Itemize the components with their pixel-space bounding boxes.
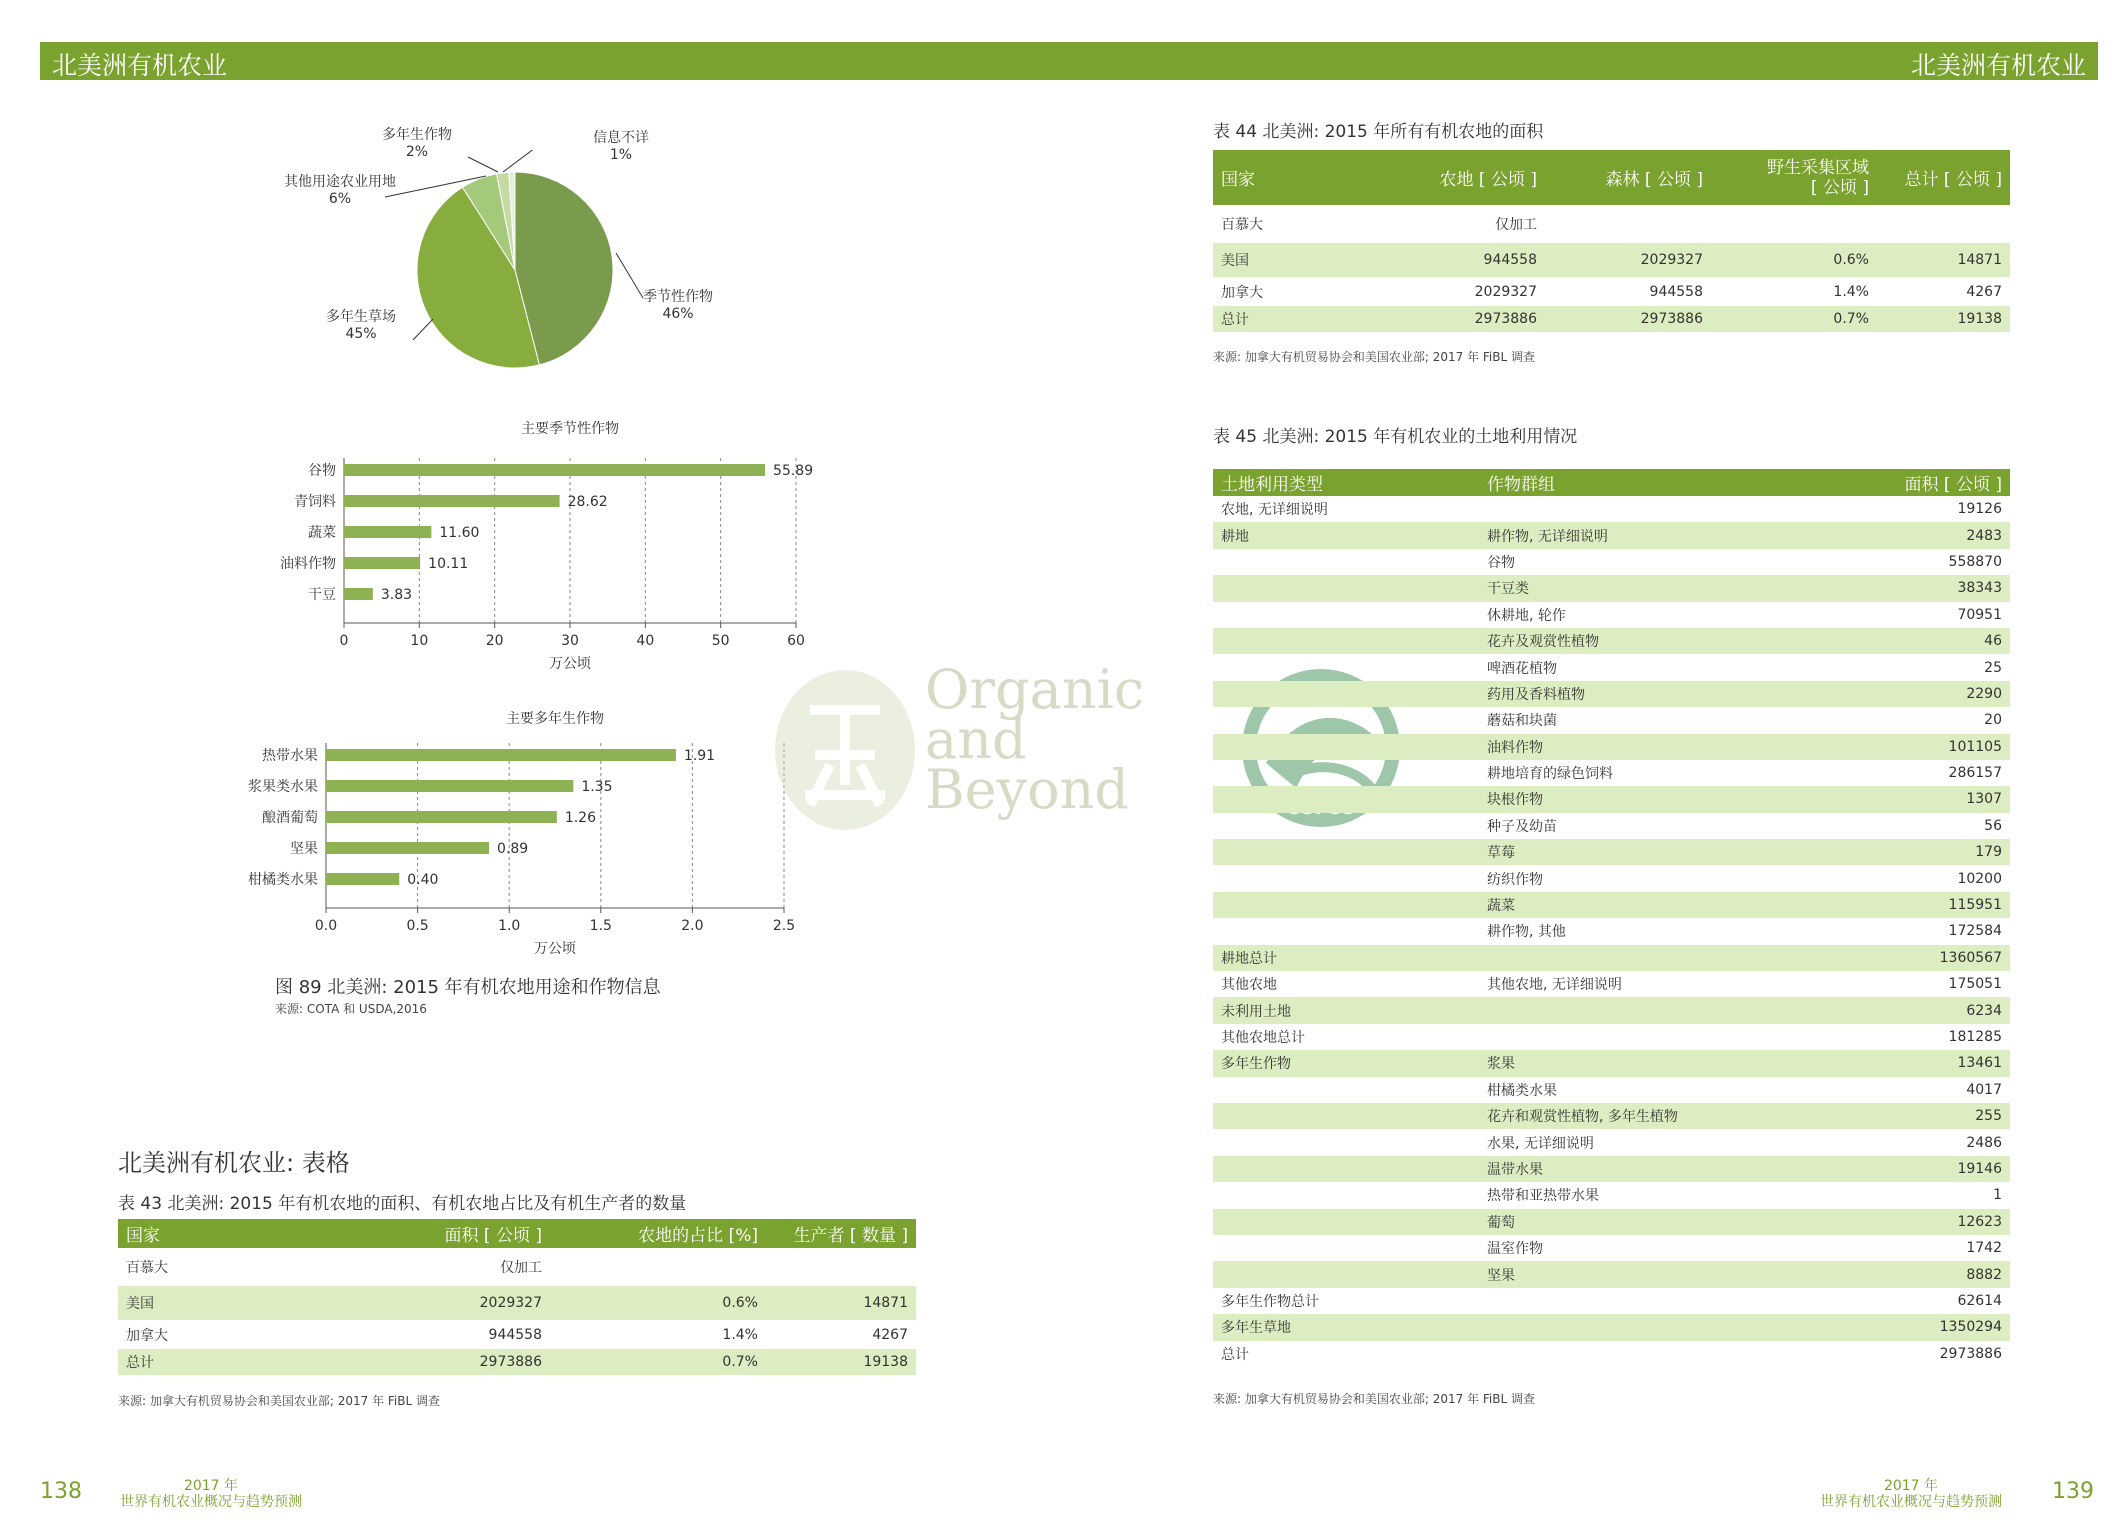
table-row <box>1213 522 2010 548</box>
table-row <box>1213 602 2010 628</box>
value-label: 1.91 <box>683 748 716 764</box>
organic-beyond-watermark-text: Organic and Beyond <box>925 658 1145 821</box>
table-cell: 多年生草地 <box>1213 1314 1479 1340</box>
table45-caption: 表 45 北美洲: 2015 年有机农业的土地利用情况 <box>1213 427 1578 447</box>
table-cell: 20 <box>1984 712 2002 729</box>
bar <box>344 495 560 507</box>
table-cell: 0.6% <box>550 1286 766 1320</box>
table-cell <box>1213 1077 1479 1103</box>
table44-header-country: 国家 <box>1213 150 1379 205</box>
table-cell <box>1213 1182 1479 1208</box>
table-cell: 块根作物 <box>1479 786 1795 812</box>
table44-header-forest: 森林 [ 公顷 ] <box>1545 150 1711 205</box>
table43-header-country: 国家 <box>118 1219 334 1248</box>
table-cell: 101105 <box>1795 734 2010 760</box>
pie-label-pasture: 多年生草场 45% <box>326 309 396 342</box>
category-label: 油料作物 <box>280 556 336 572</box>
table-cell: 25 <box>1984 659 2002 676</box>
table-cell: 总计 <box>118 1349 334 1375</box>
table-row <box>1213 243 2010 277</box>
table-cell: 啤酒花植物 <box>1487 660 1557 677</box>
table-row <box>1213 945 2010 971</box>
bar <box>344 526 431 538</box>
pie-label-seasonal: 季节性作物 46% <box>643 289 713 322</box>
table-cell: 2486 <box>1966 1134 2002 1151</box>
table-row <box>1213 786 2010 812</box>
table-row <box>1213 496 2010 522</box>
table-row <box>1213 628 2010 654</box>
table-cell: 耕地总计 <box>1213 945 1479 971</box>
bar <box>326 749 676 761</box>
seasonal-crops-bar-chart <box>240 415 840 675</box>
axis-tick-label: 50 <box>711 633 730 649</box>
table-cell <box>1545 205 1711 243</box>
table-cell: 10200 <box>1957 870 2002 887</box>
table-cell <box>1213 918 1479 944</box>
table-cell: 175051 <box>1948 976 2002 993</box>
table44-caption: 表 44 北美洲: 2015 年所有有机农地的面积 <box>1213 122 1544 142</box>
pie-label-unknown: 信息不详 1% <box>593 130 649 163</box>
table-cell: 19126 <box>1957 501 2002 518</box>
chart-title: 主要季节性作物 <box>521 421 619 437</box>
table-cell: 1307 <box>1795 786 2010 812</box>
pie-label-other: 其他用途农业用地 6% <box>284 174 396 207</box>
table-row <box>1213 654 2010 680</box>
table-cell: 19138 <box>766 1349 916 1375</box>
table44-header-row <box>1213 150 2010 205</box>
table-cell: 13461 <box>1795 1050 2010 1076</box>
table-cell <box>1213 1209 1479 1235</box>
table-cell: 浆果 <box>1479 1050 1795 1076</box>
table-row <box>1213 1077 2010 1103</box>
table43-header-row <box>118 1219 916 1248</box>
table-row <box>1213 277 2010 306</box>
table-cell: 多年生作物总计 <box>1221 1293 1319 1310</box>
table-cell <box>1213 654 1479 680</box>
table-cell <box>1213 707 1479 733</box>
value-label: 0.40 <box>407 872 439 888</box>
value-label: 10.11 <box>428 556 469 572</box>
table-cell <box>1213 1156 1479 1182</box>
table-cell: 255 <box>1795 1103 2010 1129</box>
table-cell: 38343 <box>1795 575 2010 601</box>
table-row <box>1213 997 2010 1023</box>
table-cell <box>1213 734 1479 760</box>
table-row <box>1213 1182 2010 1208</box>
table-cell: 944558 <box>1379 243 1545 277</box>
table-cell: 12623 <box>1795 1209 2010 1235</box>
x-axis-label: 万公顷 <box>549 656 591 672</box>
table-cell <box>1479 1024 1795 1050</box>
header-band <box>40 42 2098 80</box>
table-row <box>1213 205 2010 243</box>
table-cell <box>1213 865 1479 891</box>
table-cell <box>1213 1103 1479 1129</box>
perennial-crops-bar-chart <box>220 705 820 965</box>
table-cell: 总计 <box>1221 1346 1249 1363</box>
table-row <box>1213 971 2010 997</box>
value-label: 11.60 <box>439 525 480 541</box>
table-row <box>1213 681 2010 707</box>
table-cell <box>1213 786 1479 812</box>
table-row <box>1213 1341 2010 1367</box>
table-cell: 2483 <box>1795 522 2010 548</box>
bar <box>326 811 557 823</box>
table-row <box>1213 1103 2010 1129</box>
page-number-left: 138 <box>40 1479 82 1504</box>
table-cell: 温带水果 <box>1479 1156 1795 1182</box>
table45 <box>1213 469 2010 1367</box>
header-title-right: 北美洲有机农业 <box>1910 51 2086 80</box>
value-label: 55.89 <box>773 463 814 479</box>
table44-header-farmland: 农地 [ 公顷 ] <box>1379 150 1545 205</box>
table-cell: 2973886 <box>1379 306 1545 332</box>
table-cell: 1.4% <box>722 1326 758 1343</box>
land-use-pie-chart <box>380 150 680 390</box>
header-title-left: 北美洲有机农业 <box>52 51 228 80</box>
table-cell: 0.6% <box>1711 243 1877 277</box>
axis-tick-label: 1.0 <box>498 918 521 934</box>
organic-beyond-logo-watermark <box>770 665 920 835</box>
table-cell: 56 <box>1984 817 2002 834</box>
page-number-right: 139 <box>2052 1479 2094 1504</box>
table-cell: 1.4% <box>1833 283 1869 300</box>
table-row <box>1213 549 2010 575</box>
table-row <box>1213 760 2010 786</box>
table-cell <box>1213 813 1479 839</box>
table-row <box>1213 1024 2010 1050</box>
table-cell: 草莓 <box>1479 839 1795 865</box>
table44-header-total: 总计 [ 公顷 ] <box>1877 150 2010 205</box>
value-label: 1.35 <box>581 779 613 795</box>
table-row <box>1213 1156 2010 1182</box>
table-cell: 温室作物 <box>1487 1241 1543 1258</box>
table-cell: 1350294 <box>1795 1314 2010 1340</box>
bar <box>326 780 573 792</box>
table-cell: 热带和亚热带水果 <box>1487 1188 1599 1205</box>
table-cell <box>1213 575 1479 601</box>
table-cell: 葡萄 <box>1479 1209 1795 1235</box>
table-cell: 坚果 <box>1479 1261 1795 1287</box>
table-cell <box>1479 1288 1795 1314</box>
category-label: 柑橘类水果 <box>248 872 318 888</box>
table-cell: 4267 <box>1966 283 2002 300</box>
table-cell <box>1479 496 1795 522</box>
category-label: 坚果 <box>290 841 318 857</box>
table-cell <box>1213 602 1479 628</box>
table-cell: 179 <box>1795 839 2010 865</box>
axis-tick-label: 60 <box>787 633 805 649</box>
table-cell <box>1213 1235 1479 1261</box>
table-row <box>1213 1050 2010 1076</box>
footer-left: 2017 年 世界有机农业概况与趋势预测 <box>120 1478 302 1510</box>
table-cell: 2029327 <box>1474 283 1537 300</box>
table-row <box>1213 839 2010 865</box>
table-cell: 172584 <box>1948 923 2002 940</box>
axis-tick-label: 2.0 <box>681 918 704 934</box>
table-cell: 4017 <box>1966 1081 2002 1098</box>
value-label: 1.26 <box>564 810 597 826</box>
axis-tick-label: 1.5 <box>589 918 612 934</box>
table-cell: 休耕地, 轮作 <box>1487 607 1566 624</box>
bar <box>344 588 373 600</box>
table-cell: 70951 <box>1957 606 2002 623</box>
table-cell: 181285 <box>1948 1029 2002 1045</box>
table-cell: 耕地培育的绿色饲料 <box>1487 766 1613 783</box>
table-row <box>118 1320 916 1349</box>
table-row <box>1213 813 2010 839</box>
table-cell: 蔬菜 <box>1479 892 1795 918</box>
table-cell <box>1479 997 1795 1023</box>
table-cell <box>1213 549 1479 575</box>
table-cell <box>1479 1314 1795 1340</box>
table-row <box>1213 865 2010 891</box>
table-cell <box>1711 205 1877 243</box>
table-row <box>118 1248 916 1286</box>
table-cell: 62614 <box>1957 1292 2002 1309</box>
table-cell: 耕地 <box>1213 522 1479 548</box>
value-label: 0.89 <box>497 841 529 857</box>
table-cell: 柑橘类水果 <box>1487 1082 1557 1099</box>
axis-tick-label: 0.0 <box>314 918 338 934</box>
pie-leader-pasture <box>413 319 433 340</box>
table-cell: 美国 <box>1213 243 1379 277</box>
category-label: 青饲料 <box>294 494 336 510</box>
table-cell: 干豆类 <box>1479 575 1795 601</box>
table43 <box>118 1219 916 1375</box>
table-cell <box>1479 945 1795 971</box>
table-cell <box>1877 205 2010 243</box>
category-label: 干豆 <box>308 587 336 603</box>
table-cell <box>1213 892 1479 918</box>
table-cell: 蘑菇和块菌 <box>1487 713 1557 730</box>
table45-source: 来源: 加拿大有机贸易协会和美国农业部; 2017 年 FiBL 调查 <box>1213 1392 1535 1406</box>
pie-label-perennial: 多年生作物 2% <box>382 127 452 160</box>
table43-header-producers: 生产者 [ 数量 ] <box>766 1219 916 1248</box>
table-cell <box>1479 1341 1795 1367</box>
table-cell: 耕作物, 无详细说明 <box>1479 522 1795 548</box>
table-cell: 水果, 无详细说明 <box>1487 1135 1594 1152</box>
table-cell: 8882 <box>1795 1261 2010 1287</box>
table-cell: 耕作物, 其他 <box>1487 924 1566 941</box>
table45-header-landuse: 土地利用类型 <box>1213 469 1479 496</box>
axis-tick-label: 2.5 <box>772 918 796 934</box>
table-row <box>1213 575 2010 601</box>
table-cell: 仅加工 <box>500 1260 542 1276</box>
table45-header-area: 面积 [ 公顷 ] <box>1795 469 2010 496</box>
table-cell: 其他农地总计 <box>1221 1030 1305 1046</box>
bar <box>326 873 399 885</box>
table43-caption: 表 43 北美洲: 2015 年有机农地的面积、有机农地占比及有机生产者的数量 <box>118 1194 687 1214</box>
table-row <box>1213 1235 2010 1261</box>
table-cell: 加拿大 <box>126 1327 168 1344</box>
table-cell: 其他农地, 无详细说明 <box>1487 977 1622 994</box>
axis-tick-label: 20 <box>485 633 504 649</box>
table-cell: 0.7% <box>1711 306 1877 332</box>
table-cell: 花卉及观赏性植物 <box>1479 628 1795 654</box>
table-cell: 4267 <box>872 1326 908 1343</box>
table-cell: 2290 <box>1795 681 2010 707</box>
table-cell: 2973886 <box>1545 306 1711 332</box>
table-cell <box>766 1248 916 1286</box>
bar <box>326 842 489 854</box>
table-cell: 其他农地 <box>1221 977 1277 994</box>
table-row <box>1213 306 2010 332</box>
table44-source: 来源: 加拿大有机贸易协会和美国农业部; 2017 年 FiBL 调查 <box>1213 350 1535 364</box>
table-cell <box>1213 1129 1479 1155</box>
table43-source: 来源: 加拿大有机贸易协会和美国农业部; 2017 年 FiBL 调查 <box>118 1394 440 1408</box>
table-cell: 286157 <box>1948 765 2002 782</box>
axis-tick-label: 0.5 <box>406 918 429 934</box>
table43-header-area: 面积 [ 公顷 ] <box>334 1219 550 1248</box>
footer-right: 2017 年 世界有机农业概况与趋势预测 <box>1820 1478 2002 1510</box>
table-cell: 46 <box>1795 628 2010 654</box>
table-cell <box>550 1248 766 1286</box>
table-cell: 1742 <box>1966 1240 2002 1257</box>
table-cell: 多年生作物 <box>1213 1050 1479 1076</box>
table-row <box>1213 707 2010 733</box>
table-cell: 115951 <box>1795 892 2010 918</box>
table44 <box>1213 150 2010 332</box>
section-title: 北美洲有机农业: 表格 <box>118 1149 350 1177</box>
axis-tick-label: 0 <box>339 633 349 649</box>
pie-leader-perennial <box>468 157 498 172</box>
bar <box>344 557 420 569</box>
category-label: 谷物 <box>308 463 336 479</box>
table-cell: 百慕大 <box>126 1260 168 1276</box>
category-label: 蔬菜 <box>308 525 336 541</box>
table-cell <box>1213 681 1479 707</box>
table-cell: 1 <box>1993 1187 2002 1204</box>
table-cell: 谷物 <box>1487 554 1515 571</box>
table-cell: 花卉和观赏性植物, 多年生植物 <box>1479 1103 1795 1129</box>
table-cell: 14871 <box>766 1286 916 1320</box>
bar <box>344 464 765 476</box>
figure-caption: 图 89 北美洲: 2015 年有机农地用途和作物信息 <box>275 977 661 998</box>
pie-leader-unknown <box>503 150 535 172</box>
axis-tick-label: 30 <box>561 633 579 649</box>
axis-tick-label: 10 <box>410 633 429 649</box>
table-row <box>1213 734 2010 760</box>
axis-tick-label: 40 <box>636 633 655 649</box>
table45-header-cropgroup: 作物群组 <box>1479 469 1795 496</box>
category-label: 酿酒葡萄 <box>262 810 318 826</box>
table-cell <box>1213 839 1479 865</box>
table43-header-share: 农地的占比 [%] <box>550 1219 766 1248</box>
table-cell: 加拿大 <box>1221 284 1263 301</box>
table-cell: 总计 <box>1213 306 1379 332</box>
table-cell <box>1213 760 1479 786</box>
table-cell: 2973886 <box>1939 1345 2002 1362</box>
table-cell: 19138 <box>1877 306 2010 332</box>
category-label: 浆果类水果 <box>248 779 318 795</box>
table-cell <box>1213 1261 1479 1287</box>
table44-header-wild: 野生采集区域 [ 公顷 ] <box>1711 150 1877 205</box>
table-row <box>1213 1288 2010 1314</box>
table-row <box>118 1349 916 1375</box>
table-cell: 944558 <box>488 1326 542 1343</box>
table-cell: 百慕大 <box>1221 217 1263 233</box>
table-cell: 0.7% <box>550 1349 766 1375</box>
table-cell: 2029327 <box>334 1286 550 1320</box>
table-row <box>1213 918 2010 944</box>
table-cell: 6234 <box>1795 997 2010 1023</box>
table-row <box>1213 1314 2010 1340</box>
value-label: 28.62 <box>567 494 608 510</box>
table-cell: 2029327 <box>1545 243 1711 277</box>
chart-title: 主要多年生作物 <box>506 711 604 727</box>
table-row <box>118 1286 916 1320</box>
table-row <box>1213 892 2010 918</box>
pie-leader-seasonal <box>616 253 643 298</box>
table-cell: 2973886 <box>334 1349 550 1375</box>
value-label: 3.83 <box>380 587 413 603</box>
table-cell: 种子及幼苗 <box>1487 818 1557 835</box>
table-cell: 未利用土地 <box>1213 997 1479 1023</box>
table-cell: 药用及香料植物 <box>1479 681 1795 707</box>
x-axis-label: 万公顷 <box>534 941 576 957</box>
table45-header-row <box>1213 469 2010 496</box>
table-cell: 14871 <box>1877 243 2010 277</box>
table-cell <box>1213 628 1479 654</box>
table-cell: 美国 <box>118 1286 334 1320</box>
table-row <box>1213 1209 2010 1235</box>
table-cell: 农地, 无详细说明 <box>1221 502 1328 519</box>
table-row <box>1213 1129 2010 1155</box>
category-label: 热带水果 <box>262 748 318 764</box>
table-row <box>1213 1261 2010 1287</box>
table-cell: 仅加工 <box>1495 217 1537 233</box>
figure-source: 来源: COTA 和 USDA,2016 <box>275 1002 427 1016</box>
table-cell: 纺织作物 <box>1487 871 1543 888</box>
table-cell: 944558 <box>1649 283 1703 300</box>
table-cell: 油料作物 <box>1479 734 1795 760</box>
table-cell: 19146 <box>1795 1156 2010 1182</box>
table-cell: 1360567 <box>1795 945 2010 971</box>
table-cell: 558870 <box>1948 553 2002 570</box>
